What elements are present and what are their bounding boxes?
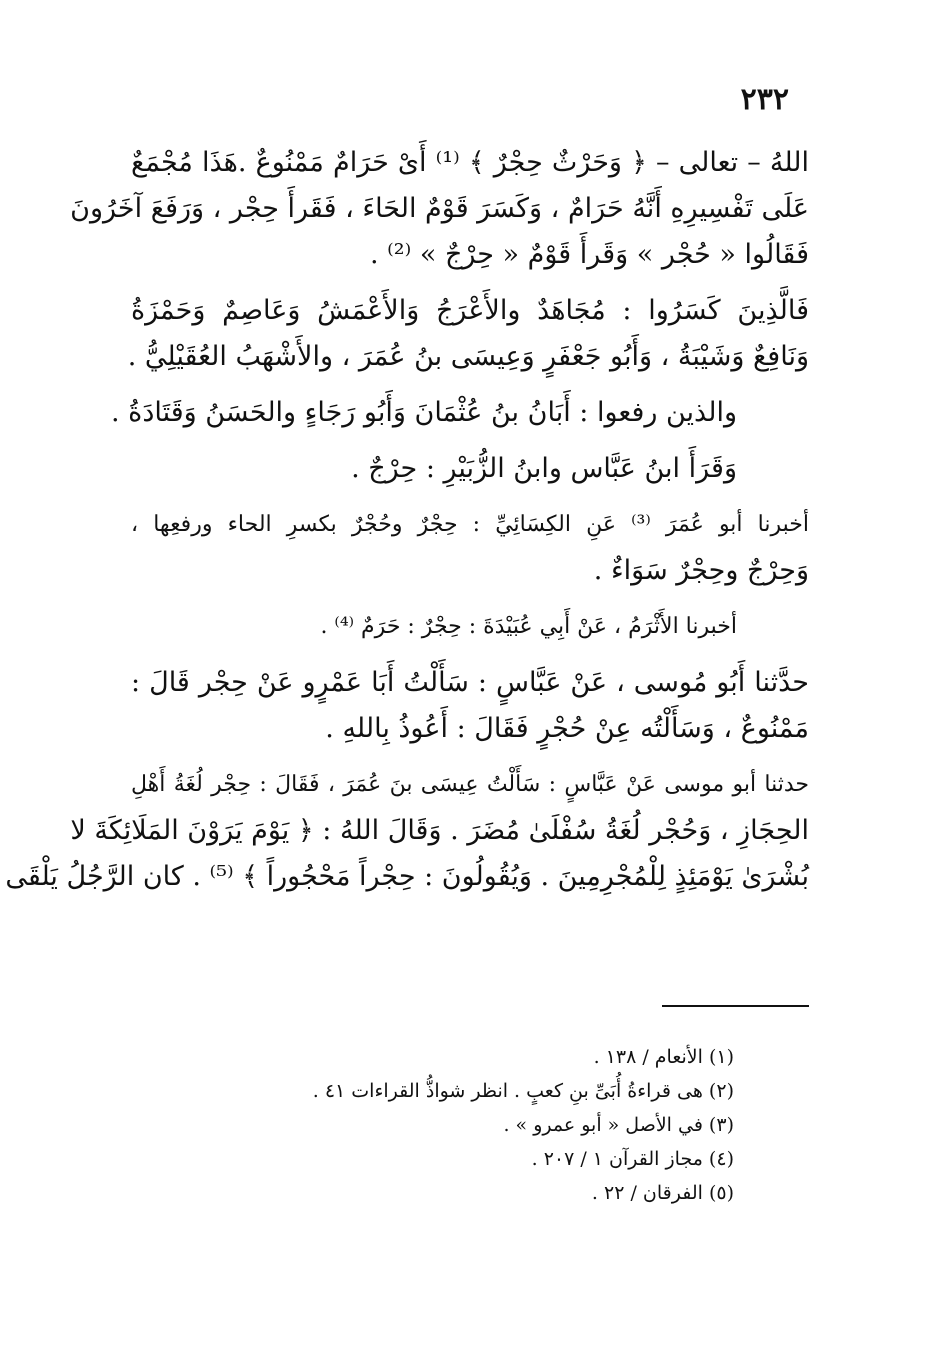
footnotes: [174, 1040, 734, 1210]
text-line: وَنَافِعٌ وَشَيْبَةُ ، وَأَبُو جَعْفَرٍ وَعِيسَى بنُ عُمَرَ ، والأَشْهَبُ العُقَيْلِيُّ .: [127, 341, 809, 372]
text-line: أخبرنا الأَثْرَمُ ، عَنْ أَبِي عُبَيْدَةَ : حِجْرٌ : حَرَمٌ ⁽⁴⁾ .: [320, 614, 737, 639]
footnote: (٢) هى قراءةُ أُبَىِّ بنِ كعبٍ . انظر شواذُّ القراءات ٤١ .: [312, 1080, 734, 1102]
footnote: (٣) في الأصل « أبو عمرو » .: [503, 1114, 734, 1136]
text-line: فَالَّذِينَ كَسَرُوا : مُجَاهَدٌ والأَعْرَجُ وَالأَعْمَشُ وَعَاصِمٌ وَحَمْزَةُ: [131, 295, 809, 326]
text-line: عَلَى تَفْسِيرِهِ أَنَّهُ حَرَامٌ ، وَكَسَرَ قَوْمٌ الحَاءَ ، فَقَرأَ حِجْر ، وَرَفَعَ آخَرُونَ: [70, 193, 809, 224]
text-line: حدثنا أبو موسى عَنْ عَبَّاسٍ : سَأَلْتُ عِيسَى بنَ عُمَرَ ، فَقَالَ : حِجْر لُغَةُ أَهْلِ: [131, 772, 810, 797]
text-line: اللهُ – تعالى – ﴿ وَحَرْثٌ حِجْرٌ ﴾ ⁽¹⁾ أَىْ حَرَامٌ مَمْنُوعٌ .هَذَا مُجْمَعٌ: [131, 147, 809, 178]
text-line: الحِجَازِ ، وَحُجْر لُغَةُ سُفْلَىٰ مُضَرَ . وَقَالَ اللهُ : ﴿ يَوْمَ يَرَوْنَ المَلَائِكَةَ لا: [70, 815, 809, 846]
text-line: فَقَالُوا « حُجْر » وَقَرأَ قَوْمٌ « حِرْجٌ » ⁽²⁾ .: [370, 239, 809, 270]
text-line: أخبرنا أبو عُمَرَ ⁽³⁾ عَنِ الكِسَائِيِّ : حِجْرٌ وحُجْرٌ بكسرِ الحاء ورفعِها ،: [131, 512, 809, 537]
text-line: وَحِرْجٌ وحِجْرٌ سَوَاءٌ .: [593, 555, 809, 586]
text-line: حدَّثنا أَبُو مُوسى ، عَنْ عَبَّاسٍ : سَأَلْتُ أَبَا عَمْرٍو عَنْ حِجْر قَالَ :: [131, 667, 809, 698]
text-line: والذين رفعوا : أَبَانُ بنُ عُثْمَانَ وَأَبُو رَجَاءٍ والحَسَنُ وَقَتَادَةُ .: [111, 397, 737, 428]
text-line: بُشْرَىٰ يَوْمَئِذٍ لِلْمُجْرِمِينَ . وَيُقُولُونَ : حِجْراً مَحْجُوراً ﴾ ⁽⁵⁾ . كان الرَّجُلُ يَلْقَى: [5, 861, 809, 892]
text-line: وَقَرَأَ ابنُ عَبَّاس وابنُ الزُّبَيْرِ : حِرْجٌ .: [351, 453, 737, 484]
main-text: [5, 140, 810, 900]
footnote-divider: [662, 1005, 809, 1007]
text-line: مَمْنُوعٌ ، وَسَأَلْتُه عِنْ حُجْرٍ فَقَالَ : أَعُوذُ بِاللهِ .: [325, 713, 809, 744]
footnote: (٥) الفرقان / ٢٢ .: [591, 1182, 734, 1204]
footnote: (١) الأنعام / ١٣٨ .: [593, 1046, 734, 1068]
page-number: ٢٣٢: [740, 82, 789, 117]
footnote: (٤) مجاز القرآن ١ / ٢٠٧ .: [531, 1148, 734, 1170]
